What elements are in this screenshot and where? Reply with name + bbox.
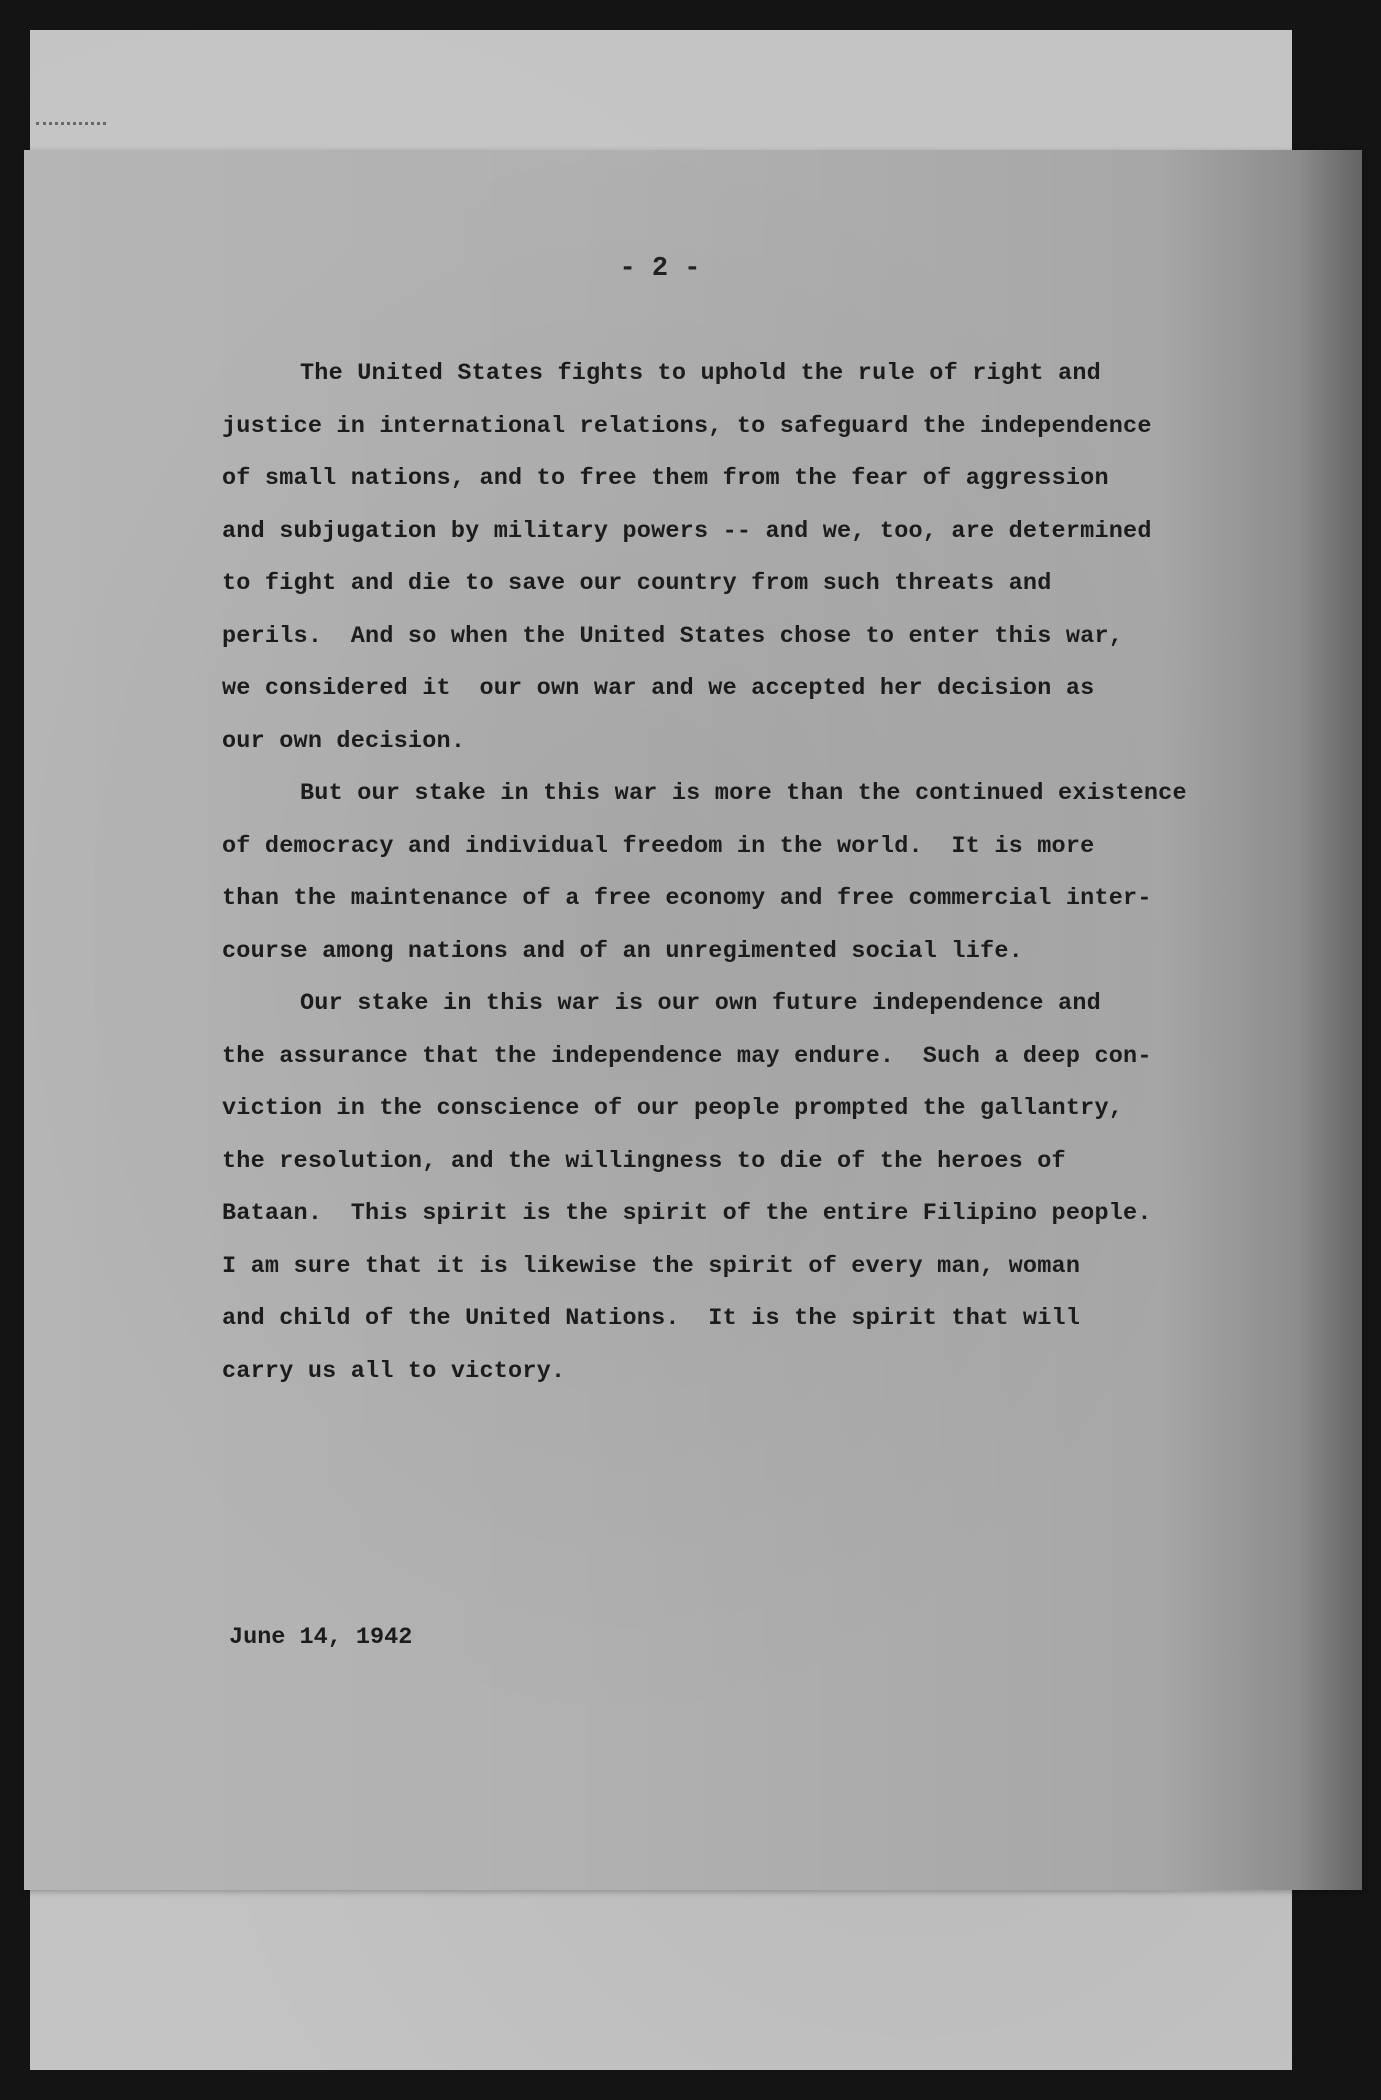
text-line: carry us all to victory. <box>222 1357 566 1385</box>
text-line: to fight and die to save our country from such threats and <box>222 570 1052 597</box>
text-line: the resolution, and the willingness to die of the heroes of <box>222 1147 1066 1175</box>
binder-mark <box>36 122 106 133</box>
text-line: and subjugation by military powers -- and we, too, are determined <box>222 517 1152 545</box>
page-edge-shadow <box>1298 150 1362 1890</box>
text-line: the assurance that the independence may endure. Such a deep con- <box>222 1042 1152 1070</box>
text-line: we considered it our own war and we accepted her decision as <box>222 675 1095 702</box>
text-line: perils. And so when the United States chose to enter this war, <box>222 622 1124 650</box>
text-line: I am sure that it is likewise the spirit of every man, woman <box>222 1252 1081 1280</box>
text-line: But our stake in this war is more than the continued existence <box>300 780 1187 807</box>
letter-date: June 14, 1942 <box>229 1624 413 1651</box>
letter-body <box>222 348 1302 1398</box>
text-line: than the maintenance of a free economy and free commercial inter- <box>222 885 1152 912</box>
text-line: of democracy and individual freedom in the world. It is more <box>222 832 1095 860</box>
text-line: course among nations and of an unregimented social life. <box>222 937 1023 965</box>
text-line: The United States fights to uphold the rule of right and <box>300 360 1101 387</box>
text-line: of small nations, and to free them from the fear of aggression <box>222 465 1109 492</box>
text-line: viction in the conscience of our people prompted the gallantry, <box>222 1095 1124 1122</box>
page-number: - 2 - <box>619 254 701 284</box>
text-line: Bataan. This spirit is the spirit of the entire Filipino people. <box>222 1200 1152 1227</box>
text-line: and child of the United Nations. It is the spirit that will <box>222 1305 1081 1332</box>
text-line: our own decision. <box>222 727 466 755</box>
text-line: justice in international relations, to safeguard the independence <box>222 412 1152 440</box>
text-line: Our stake in this war is our own future independence and <box>300 990 1101 1017</box>
